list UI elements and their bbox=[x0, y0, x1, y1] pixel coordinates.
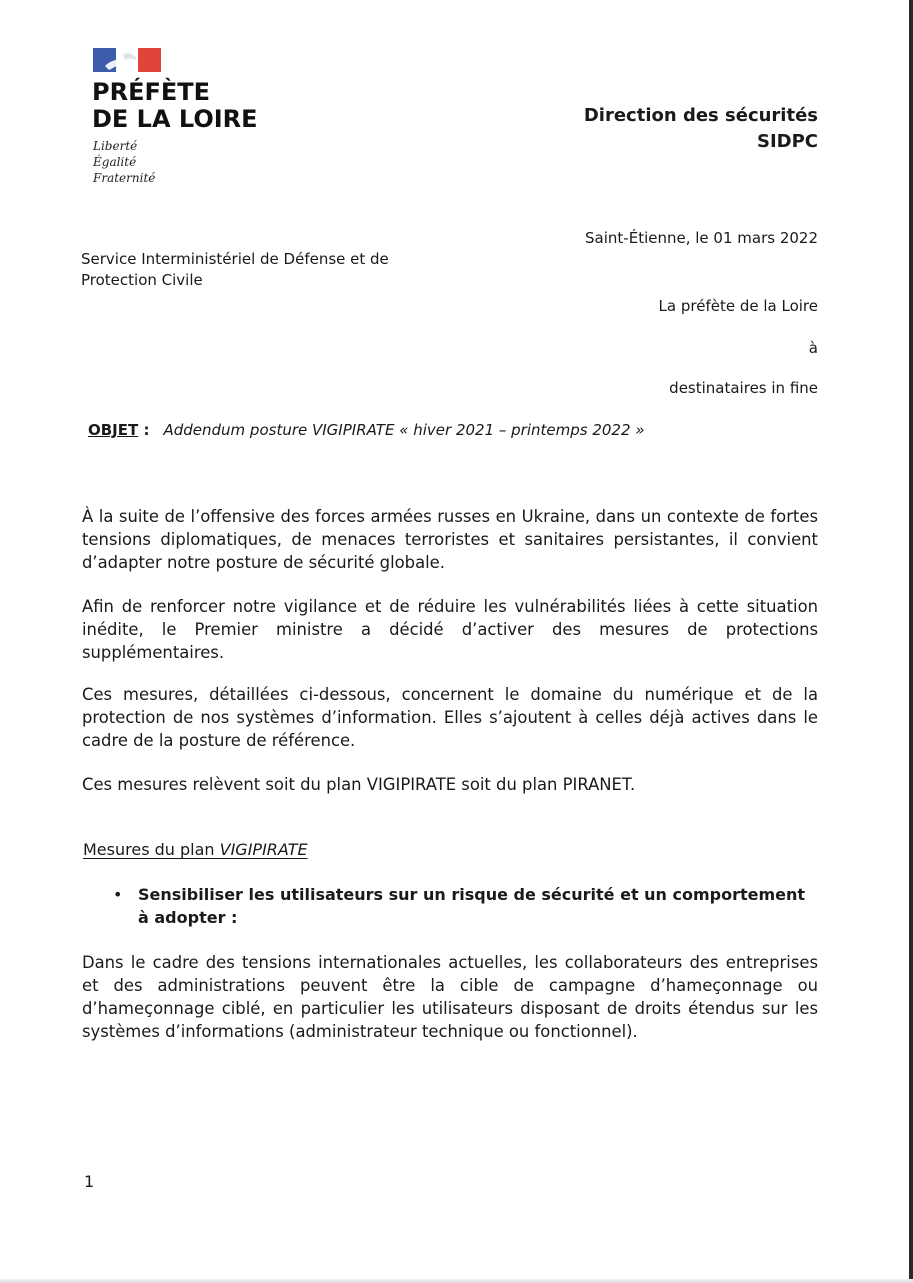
subject-colon: : bbox=[138, 421, 150, 439]
subject-text: Addendum posture VIGIPIRATE « hiver 2021 – printemps 2022 » bbox=[163, 421, 645, 439]
service-line1: Service Interministériel de Défense et de bbox=[81, 250, 389, 268]
subject-line bbox=[88, 421, 645, 439]
motto-egalite: Égalité bbox=[93, 155, 137, 169]
marianne-flag-logo bbox=[93, 48, 161, 72]
scan-edge-right bbox=[909, 0, 913, 1283]
addressees-line: destinataires in fine bbox=[669, 379, 818, 397]
logo-title-line2: DE LA LOIRE bbox=[92, 105, 258, 133]
to-line: à bbox=[808, 339, 818, 357]
service-line2: Protection Civile bbox=[81, 271, 203, 289]
page-number: 1 bbox=[84, 1172, 95, 1191]
motto-fraternite: Fraternité bbox=[93, 171, 156, 185]
direction-header bbox=[584, 103, 818, 155]
paragraph-1: À la suite de l’offensive des forces armées russes en Ukraine, dans un contexte de fortes tensions diplomatiques, de menaces terroristes et sanitaires persistantes, il convient d’adapter notre posture de sécurité globale. bbox=[82, 507, 818, 572]
republic-motto bbox=[93, 138, 155, 186]
motto-liberte: Liberté bbox=[93, 139, 138, 153]
section-heading-plan: VIGIPIRATE bbox=[219, 840, 308, 859]
direction-line2: SIDPC bbox=[756, 131, 818, 152]
subject-label: OBJET bbox=[88, 421, 139, 439]
place-and-date: Saint-Étienne, le 01 mars 2022 bbox=[585, 229, 818, 247]
prefecture-logo-title bbox=[92, 79, 258, 133]
direction-line1: Direction des sécurités bbox=[583, 105, 818, 126]
logo-title-line1: PRÉFÈTE bbox=[92, 78, 211, 106]
service-name bbox=[81, 249, 389, 291]
paragraph-3: Ces mesures, détaillées ci-dessous, concernent le domaine du numérique et de la protection de nos systèmes d’information. Elles s’ajoutent à celles déjà actives dans le cadre de la posture de référence. bbox=[82, 685, 818, 750]
section-heading bbox=[83, 840, 308, 859]
paragraph-5: Dans le cadre des tensions internationales actuelles, les collaborateurs des entreprises et des administrations peuvent être la cible de campagne d’hameçonnage ou d’hameçonnage ciblé, en particulier les utilisateurs disposant de droits étendus sur les systèmes d’informations (administrateur technique ou fonctionnel). bbox=[82, 953, 818, 1041]
paragraph-4: Ces mesures relèvent soit du plan VIGIPIRATE soit du plan PIRANET. bbox=[82, 775, 636, 794]
section-heading-prefix: Mesures du plan bbox=[83, 840, 220, 859]
scan-edge-bottom bbox=[0, 1279, 913, 1283]
bullet-symbol: • bbox=[113, 885, 123, 904]
sender-line: La préfète de la Loire bbox=[658, 297, 818, 315]
paragraph-2: Afin de renforcer notre vigilance et de réduire les vulnérabilités liées à cette situation inédite, le Premier ministre a décidé d’activer des mesures de protections supplémentaires. bbox=[82, 597, 818, 662]
bullet-text: Sensibiliser les utilisateurs sur un risque de sécurité et un comportement à adopter : bbox=[138, 885, 806, 927]
